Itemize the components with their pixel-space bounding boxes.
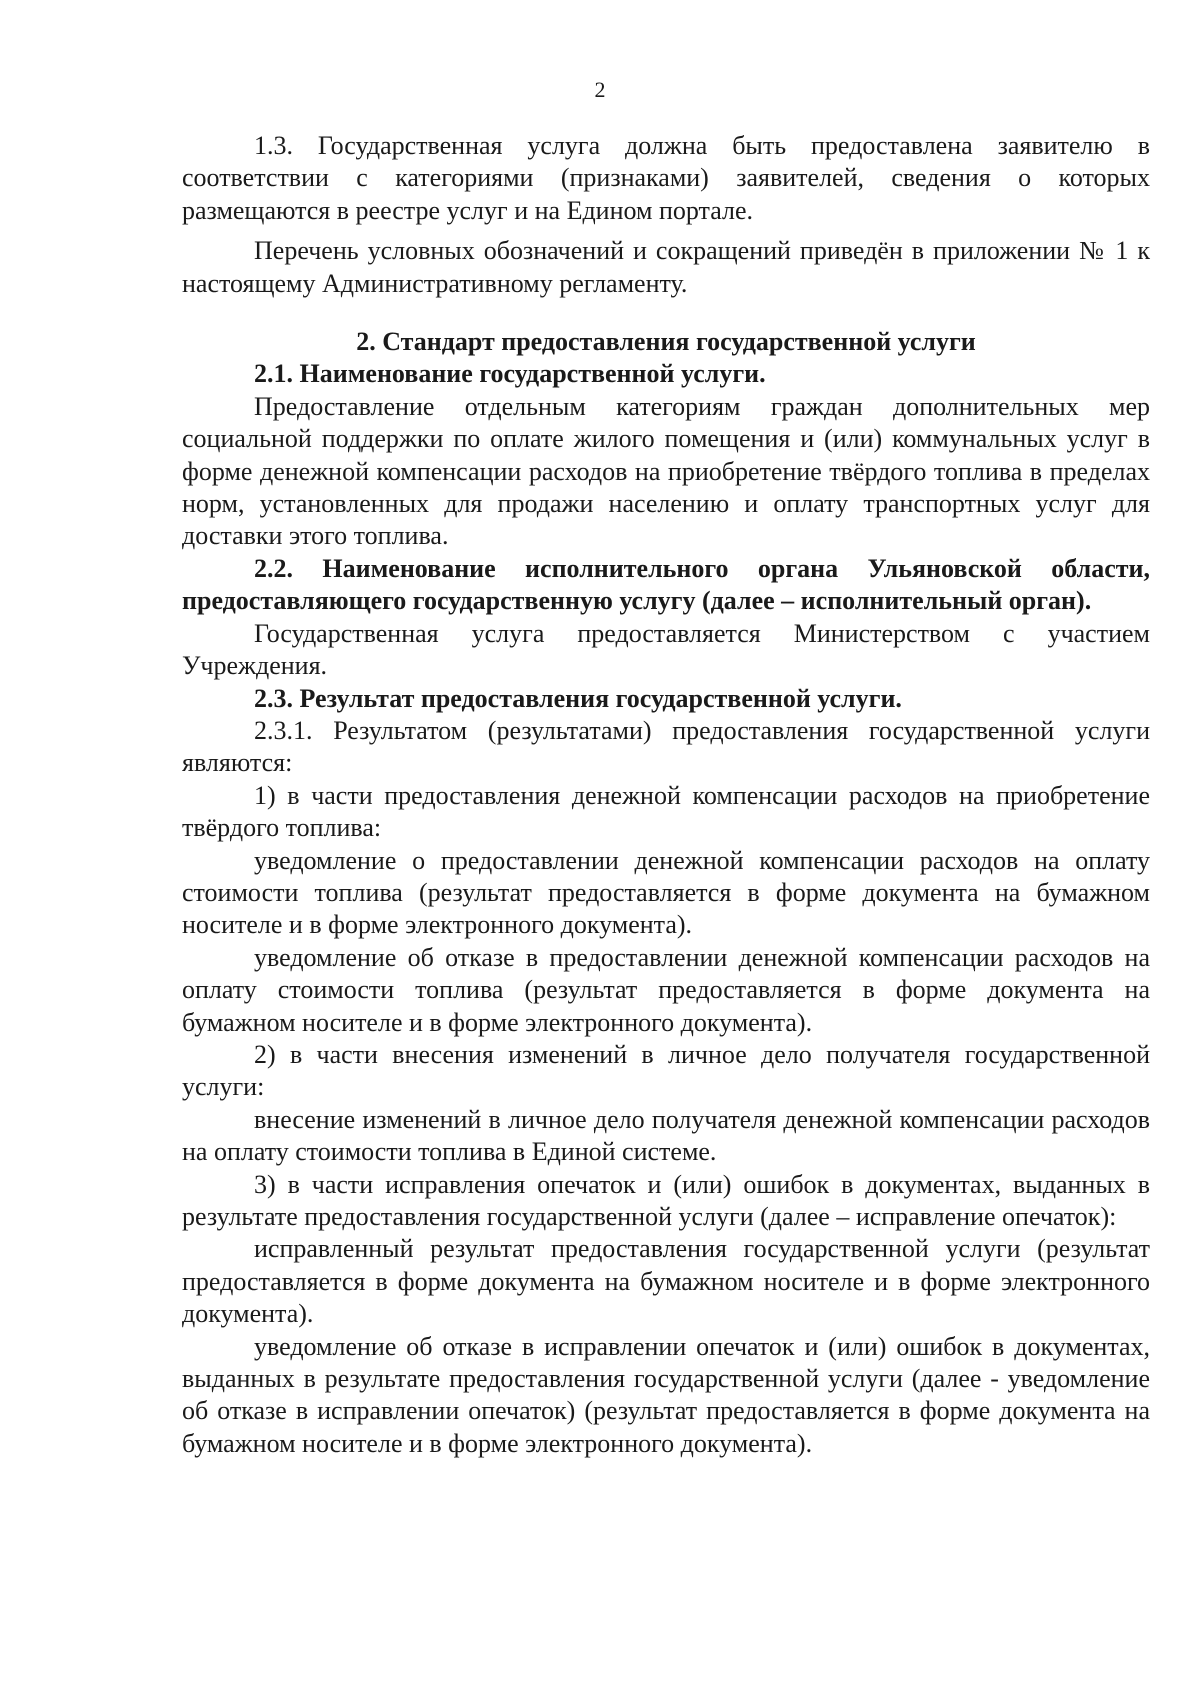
list-item-1-notification: уведомление о предоставлении денежной компенсации расходов на оплату стоимости топлива (результат предоставляется в форме документа на бумажном носителе и в форме электронного документа). (182, 845, 1150, 940)
paragraph-2-3-1: 2.3.1. Результатом (результатами) предоставления государственной услуги являются: (182, 715, 1150, 778)
paragraph-2-1: Предоставление отдельным категориям граждан дополнительных мер социальной поддержки по оплате жилого помещения и (или) коммунальных услуг в форме денежной компенсации расходов на приобретение твёрдого топлива в пределах норм, установленных для продажи населению и оплату транспортных услуг для доставки этого топлива. (182, 391, 1150, 551)
paragraph-2-2: Государственная услуга предоставляется Министерством с участием Учреждения. (182, 618, 1150, 681)
heading-2-1: 2.1. Наименование государственной услуги. (254, 359, 766, 389)
page-number: 2 (594, 77, 606, 102)
list-item-3-refusal: уведомление об отказе в исправлении опечаток и (или) ошибок в документах, выданных в результате предоставления государственной услуги (далее - уведомление об отказе в исправлении опечаток) (результат предоставляется в форме документа на бумажном носителе и в форме электронного документа). (182, 1331, 1150, 1458)
list-item-1: 1) в части предоставления денежной компенсации расходов на приобретение твёрдого топлива: (182, 780, 1150, 843)
section-2-title: 2. Стандарт предоставления государственной услуги (356, 327, 976, 357)
list-item-3-corrected: исправленный результат предоставления государственной услуги (результат предоставляется в форме документа на бумажном носителе и в форме электронного документа). (182, 1234, 1150, 1329)
list-item-3: 3) в части исправления опечаток и (или) ошибок в документах, выданных в результате предоставления государственной услуги (далее – исправление опечаток): (182, 1169, 1150, 1231)
paragraph-1-3: 1.3. Государственная услуга должна быть предоставлена заявителю в соответствии с категориями (признаками) заявителей, сведения о которых размещаются в реестре услуг и на Едином портале. (182, 131, 1150, 225)
heading-2-3: 2.3. Результат предоставления государственной услуги. (254, 683, 902, 713)
list-item-1-refusal: уведомление об отказе в предоставлении денежной компенсации расходов на оплату стоимости топлива (результат предоставляется в форме документа на бумажном носителе и в форме электронного документа). (182, 942, 1150, 1037)
document-body (182, 130, 1150, 1460)
heading-2-2: 2.2. Наименование исполнительного органа Ульяновской области, предоставляющего государственную услугу (далее – исполнительный орган). (182, 553, 1150, 616)
list-item-2-change: внесение изменений в личное дело получателя денежной компенсации расходов на оплату стоимости топлива в Единой системе. (182, 1104, 1150, 1167)
paragraph-abbreviations: Перечень условных обозначений и сокращений приведён в приложении № 1 к настоящему Административному регламенту. (182, 236, 1150, 298)
list-item-2: 2) в части внесения изменений в личное дело получателя государственной услуги: (182, 1039, 1150, 1102)
